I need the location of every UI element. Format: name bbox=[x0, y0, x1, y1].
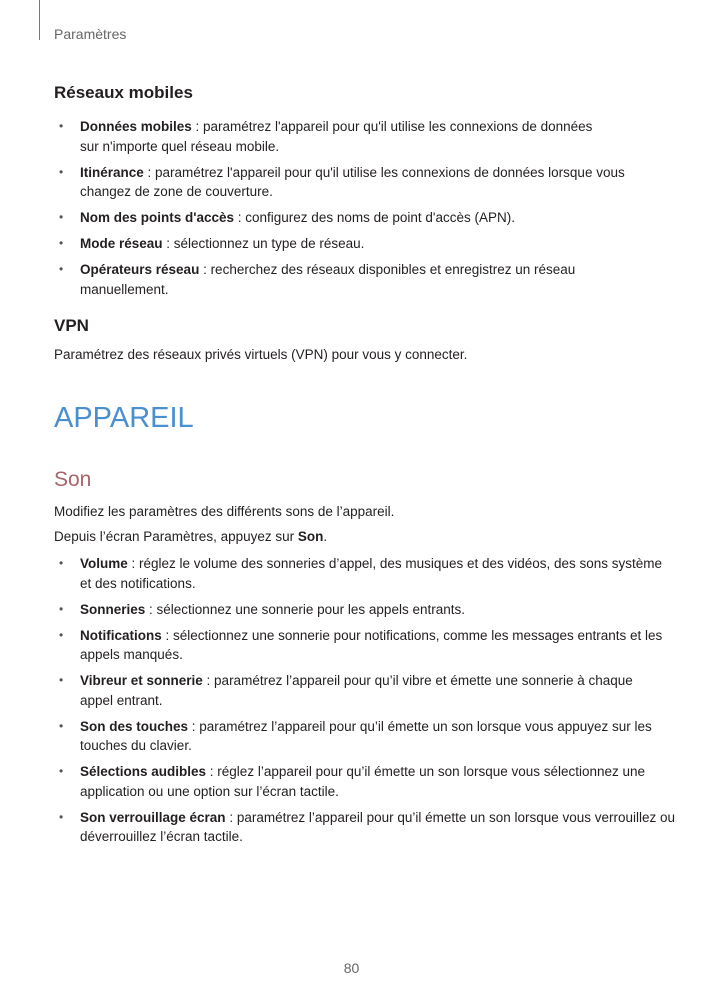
bullet-icon: • bbox=[59, 764, 64, 778]
section-title-appareil: APPAREIL bbox=[54, 402, 194, 434]
instruction-suffix: . bbox=[323, 529, 328, 544]
heading-vpn: VPN bbox=[54, 316, 89, 335]
son-list bbox=[54, 554, 676, 853]
item-desc: : paramétrez l’appareil pour qu’il émette un son lorsque vous verrouillez ou déverrouillez l’écran tactile. bbox=[80, 809, 676, 844]
bullet-icon: • bbox=[59, 236, 64, 250]
bullet-icon: • bbox=[59, 601, 64, 616]
heading-reseaux-mobiles: Réseaux mobiles bbox=[54, 83, 193, 102]
bullet-icon: • bbox=[59, 210, 64, 224]
item-term: Vibreur et sonnerie bbox=[80, 673, 203, 688]
item-term: Nom des points d'accès bbox=[80, 210, 235, 225]
bullet-icon: • bbox=[59, 164, 64, 179]
item-desc: : paramétrez l'appareil pour qu'il utilise les connexions de données sur n'importe quel réseau mobile. bbox=[80, 119, 593, 154]
bullet-icon: • bbox=[59, 627, 64, 642]
item-term: Volume bbox=[80, 556, 128, 571]
item-desc: : sélectionnez une sonnerie pour les appels entrants. bbox=[145, 601, 465, 617]
list-item bbox=[54, 671, 660, 710]
header-rule bbox=[39, 0, 40, 40]
list-item bbox=[54, 260, 590, 299]
bullet-icon: • bbox=[59, 809, 64, 824]
list-item bbox=[54, 808, 680, 847]
list-item bbox=[54, 117, 610, 156]
page-number: 80 bbox=[343, 960, 360, 976]
list-item bbox=[54, 626, 665, 665]
item-term: Données mobiles bbox=[80, 119, 192, 134]
item-term: Sélections audibles bbox=[80, 764, 207, 779]
item-term: Son des touches bbox=[80, 718, 189, 734]
item-desc: : paramétrez l’appareil pour qu’il vibre et émette une sonnerie à chaque appel entrant. bbox=[80, 673, 633, 708]
item-term: Mode réseau bbox=[80, 236, 163, 251]
item-desc: : sélectionnez une sonnerie pour notifications, comme les messages entrants et les appels manqués. bbox=[80, 627, 663, 662]
item-desc: : sélectionnez un type de réseau. bbox=[162, 236, 365, 251]
bullet-icon: • bbox=[59, 262, 64, 276]
bullet-icon: • bbox=[59, 673, 64, 687]
instruction-bold: Son bbox=[297, 529, 324, 544]
bullet-icon: • bbox=[59, 119, 64, 133]
item-term: Itinérance bbox=[80, 164, 144, 180]
item-desc: : réglez l’appareil pour qu’il émette un son lorsque vous sélectionnez une application ou une option sur l’écran tactile. bbox=[80, 764, 646, 799]
son-intro: Modifiez les paramètres des différents sons de l’appareil. bbox=[54, 504, 395, 519]
list-item bbox=[54, 554, 675, 593]
son-instruction bbox=[54, 527, 327, 546]
heading-son: Son bbox=[54, 468, 92, 491]
item-desc: : paramétrez l’appareil pour qu’il émette un son lorsque vous appuyez sur les touches du clavier. bbox=[80, 718, 652, 753]
vpn-text: Paramétrez des réseaux privés virtuels (VPN) pour vous y connecter. bbox=[54, 347, 468, 362]
list-item bbox=[54, 600, 654, 620]
item-desc: : réglez le volume des sonneries d’appel, des musiques et des vidéos, des sons système et des notifications. bbox=[80, 556, 663, 591]
list-item bbox=[54, 234, 654, 254]
item-term: Opérateurs réseau bbox=[80, 262, 200, 277]
bullet-icon: • bbox=[59, 718, 64, 733]
instruction-text: Depuis l’écran Paramètres, appuyez sur bbox=[54, 529, 298, 544]
item-desc: : recherchez des réseaux disponibles et enregistrez un réseau manuellement. bbox=[80, 262, 576, 297]
bullet-icon: • bbox=[59, 556, 64, 570]
reseaux-list bbox=[54, 117, 654, 306]
item-term: Son verrouillage écran bbox=[80, 809, 226, 825]
item-term: Notifications bbox=[80, 627, 162, 643]
item-desc: : paramétrez l'appareil pour qu'il utilise les connexions de données lorsque vous changez de zone de couverture. bbox=[80, 164, 625, 199]
running-header: Paramètres bbox=[54, 26, 127, 42]
list-item bbox=[54, 163, 650, 202]
item-desc: : configurez des noms de point d'accès (APN). bbox=[234, 210, 515, 225]
list-item bbox=[54, 762, 670, 801]
list-item bbox=[54, 717, 670, 756]
item-term: Sonneries bbox=[80, 601, 146, 617]
list-item bbox=[54, 208, 654, 228]
